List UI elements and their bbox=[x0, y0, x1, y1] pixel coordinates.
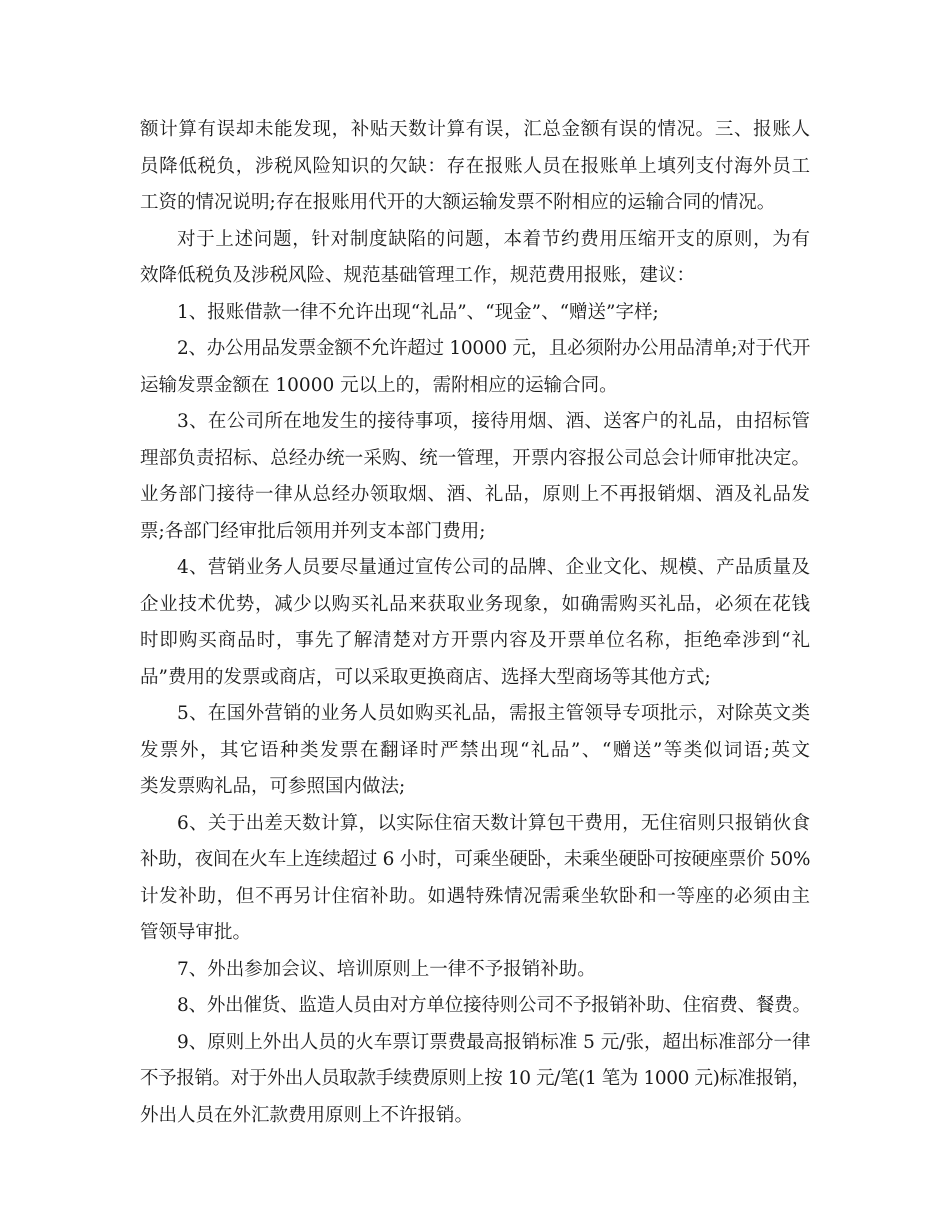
text-line: 6、关于出差天数计算，以实际住宿天数计算包干费用，无住宿则只报销伙食 bbox=[177, 812, 810, 834]
text-line: 员降低税负，涉税风险知识的欠缺：存在报账人员在报账单上填列支付海外员工 bbox=[140, 155, 810, 177]
text-line: 5、在国外营销的业务人员如购买礼品，需报主管领导专项批示，对除英文类 bbox=[177, 703, 810, 724]
text-line: 8、外出催货、监造人员由对方单位接待则公司不予报销补助、住宿费、餐费。 bbox=[177, 995, 811, 1016]
text-line: 时即购买商品时，事先了解清楚对方开票内容及开票单位名称，拒绝牵涉到“礼 bbox=[140, 630, 810, 651]
text-line: 企业技术优势，减少以购买礼品来获取业务现象，如确需购买礼品，必须在花钱 bbox=[140, 593, 810, 615]
text-line: 工资的情况说明;存在报账用代开的大额运输发票不附相应的运输合同的情况。 bbox=[140, 192, 776, 213]
text-line: 7、外出参加会议、培训原则上一律不予报销补助。 bbox=[177, 958, 596, 980]
text-line: 理部负责招标、总经办统一采购、统一管理，开票内容报公司总会计师审批决定。 bbox=[140, 447, 810, 469]
text-line: 计发补助，但不再另计住宿补助。如遇特殊情况需乘坐软卧和一等座的必须由主 bbox=[140, 885, 810, 907]
text-line: 不予报销。对于外出人员取款手续费原则上按 10 元/笔(1 笔为 1000 元)标准报销， bbox=[140, 1068, 810, 1089]
text-line: 额计算有误却未能发现，补贴天数计算有误，汇总金额有误的情况。三、报账人 bbox=[140, 119, 810, 140]
text-line: 补助，夜间在火车上连续超过 6 小时，可乘坐硬卧，未乘坐硬卧可按硬座票价 50% bbox=[140, 849, 811, 870]
text-line: 发票外，其它语种类发票在翻译时严禁出现“礼品”、“赠送”等类似词语;英文 bbox=[140, 739, 810, 761]
text-line: 外出人员在外汇款费用原则上不许报销。 bbox=[140, 1104, 474, 1126]
text-line: 1、报账借款一律不允许出现“礼品”、“现金”、“赠送”字样; bbox=[177, 301, 659, 323]
document-body bbox=[140, 112, 810, 1134]
text-line: 运输发票金额在 10000 元以上的，需附相应的运输合同。 bbox=[140, 374, 618, 396]
text-line: 对于上述问题，针对制度缺陷的问题，本着节约费用压缩开支的原则，为有 bbox=[177, 228, 810, 250]
text-line: 4、营销业务人员要尽量通过宣传公司的品牌、企业文化、规模、产品质量及 bbox=[177, 557, 810, 578]
text-line: 管领导审批。 bbox=[140, 922, 252, 943]
text-line: 业务部门接待一律从总经办领取烟、酒、礼品，原则上不再报销烟、酒及礼品发 bbox=[140, 484, 810, 505]
text-line: 3、在公司所在地发生的接待事项，接待用烟、酒、送客户的礼品，由招标管 bbox=[177, 411, 810, 432]
text-line: 类发票购礼品，可参照国内做法; bbox=[140, 776, 406, 797]
text-line: 品”费用的发票或商店，可以采取更换商店、选择大型商场等其他方式; bbox=[140, 666, 711, 688]
text-line: 2、办公用品发票金额不允许超过 10000 元，且必须附办公用品清单;对于代开 bbox=[177, 338, 811, 359]
text-line: 效降低税负及涉税风险、规范基础管理工作，规范费用报账，建议： bbox=[140, 265, 696, 286]
text-line: 9、原则上外出人员的火车票订票费最高报销标准 5 元/张，超出标准部分一律 bbox=[177, 1031, 811, 1053]
text-line: 票;各部门经审批后领用并列支本部门费用; bbox=[140, 520, 486, 542]
